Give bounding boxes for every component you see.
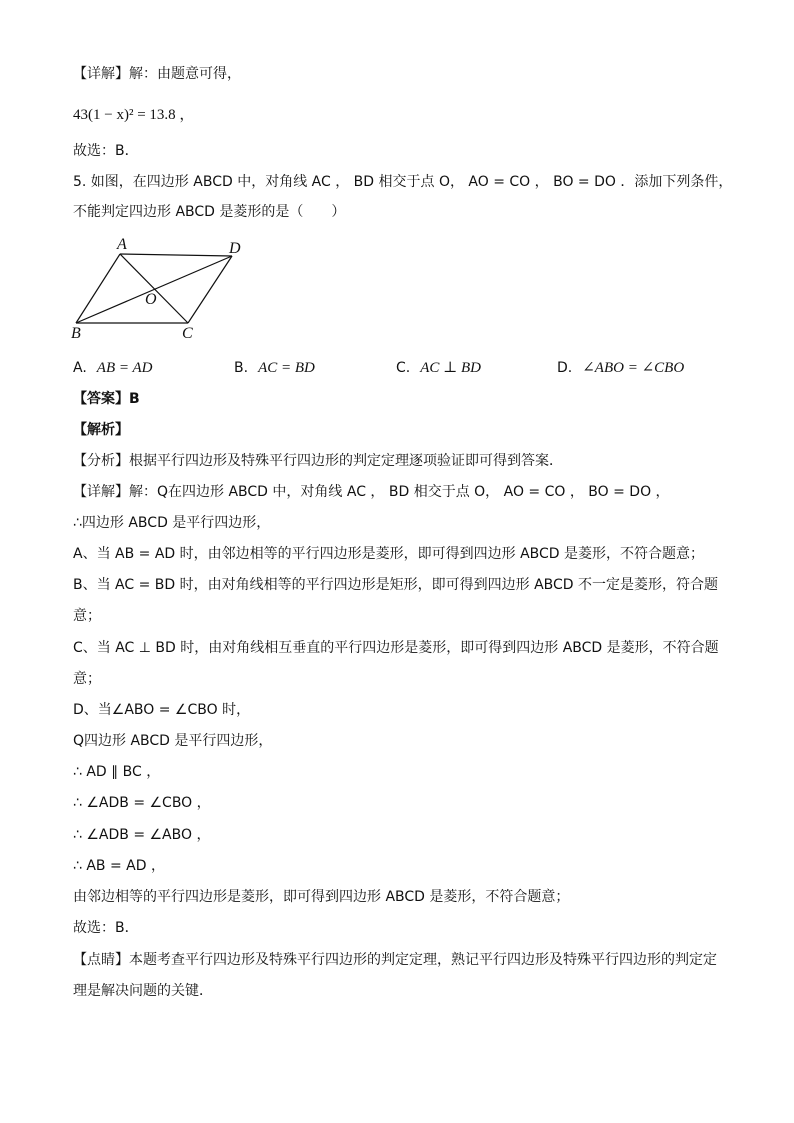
label-o: O — [145, 291, 157, 308]
question-5-line-1: 5. 如图，在四边形 ABCD 中，对角线 AC ， BD 相交于点 O， AO = CO ， BO = DO ．添加下列条件， — [73, 174, 733, 190]
case-d-line-3: ∴ AD ∥ BC ， — [73, 764, 161, 780]
analysis-heading: 【解析】 — [73, 422, 129, 438]
case-d-line-5: ∴ ∠ADB = ∠ABO ， — [73, 827, 211, 843]
option-c-letter: C. — [396, 360, 411, 376]
question-5-line-2: 不能判定四边形 ABCD 是菱形的是（ ） — [73, 204, 346, 220]
side-ad — [120, 254, 232, 256]
case-c-line-1: C、当 AC ⊥ BD 时，由对角线相互垂直的平行四边形是菱形，即可得到四边形 ABCD 是菱形，不符合题 — [73, 640, 719, 656]
diagonal-ac — [120, 254, 188, 323]
case-d-line-2: Q四边形 ABCD 是平行四边形， — [73, 733, 273, 749]
case-d-line-6: ∴ AB = AD ， — [73, 858, 165, 874]
diagonal-bd — [76, 256, 232, 323]
comment-line-1: 【点睛】本题考查平行四边形及特殊平行四边形的判定定理，熟记平行四边形及特殊平行四边形的判定定 — [73, 952, 717, 968]
equation-line: 43(1 − x)² = 13.8 ， — [73, 107, 195, 123]
option-b-letter: B. — [234, 360, 249, 376]
side-ab — [76, 254, 120, 323]
option-d-expr: ∠ABO = ∠CBO — [582, 360, 685, 376]
text-line-detail-1: 【详解】解：由题意可得， — [73, 66, 241, 82]
detail-line-1: 【详解】解：Q在四边形 ABCD 中，对角线 AC ， BD 相交于点 O， AO = CO ， BO = DO ， — [73, 484, 670, 500]
parallelogram-figure — [68, 234, 258, 344]
case-d-line-1: D、当∠ABO = ∠CBO 时， — [73, 702, 251, 718]
text-line-choose-2: 故选：B． — [73, 920, 139, 936]
label-a: A — [117, 236, 127, 253]
analysis-line: 【分析】根据平行四边形及特殊平行四边形的判定定理逐项验证即可得到答案． — [73, 453, 563, 469]
option-b-expr: AC = BD — [258, 360, 315, 376]
case-d-line-4: ∴ ∠ADB = ∠CBO ， — [73, 795, 211, 811]
detail-line-2: ∴四边形 ABCD 是平行四边形， — [73, 515, 271, 531]
text-line-choose-1: 故选：B． — [73, 143, 139, 159]
option-a — [73, 358, 152, 378]
case-b-line-2: 意； — [73, 608, 101, 624]
comment-line-2: 理是解决问题的关键． — [73, 983, 213, 999]
option-c-expr: AC ⊥ BD — [420, 360, 482, 376]
label-d: D — [229, 240, 241, 257]
option-b — [234, 358, 315, 378]
label-b: B — [71, 325, 81, 342]
option-d-letter: D. — [557, 360, 573, 376]
option-a-expr: AB = AD — [96, 360, 153, 376]
case-d-conclusion: 由邻边相等的平行四边形是菱形，即可得到四边形 ABCD 是菱形，不符合题意； — [73, 889, 570, 905]
option-a-letter: A. — [73, 360, 87, 376]
option-d — [557, 358, 684, 378]
label-c: C — [182, 325, 193, 342]
case-b-line-1: B、当 AC = BD 时，由对角线相等的平行四边形是矩形，即可得到四边形 ABCD 不一定是菱形，符合题 — [73, 577, 719, 593]
case-a-line: A、当 AB = AD 时，由邻边相等的平行四边形是菱形，即可得到四边形 ABCD 是菱形，不符合题意； — [73, 546, 705, 562]
answer-line: 【答案】B — [73, 391, 140, 407]
case-c-line-2: 意； — [73, 671, 101, 687]
option-c — [396, 358, 481, 378]
